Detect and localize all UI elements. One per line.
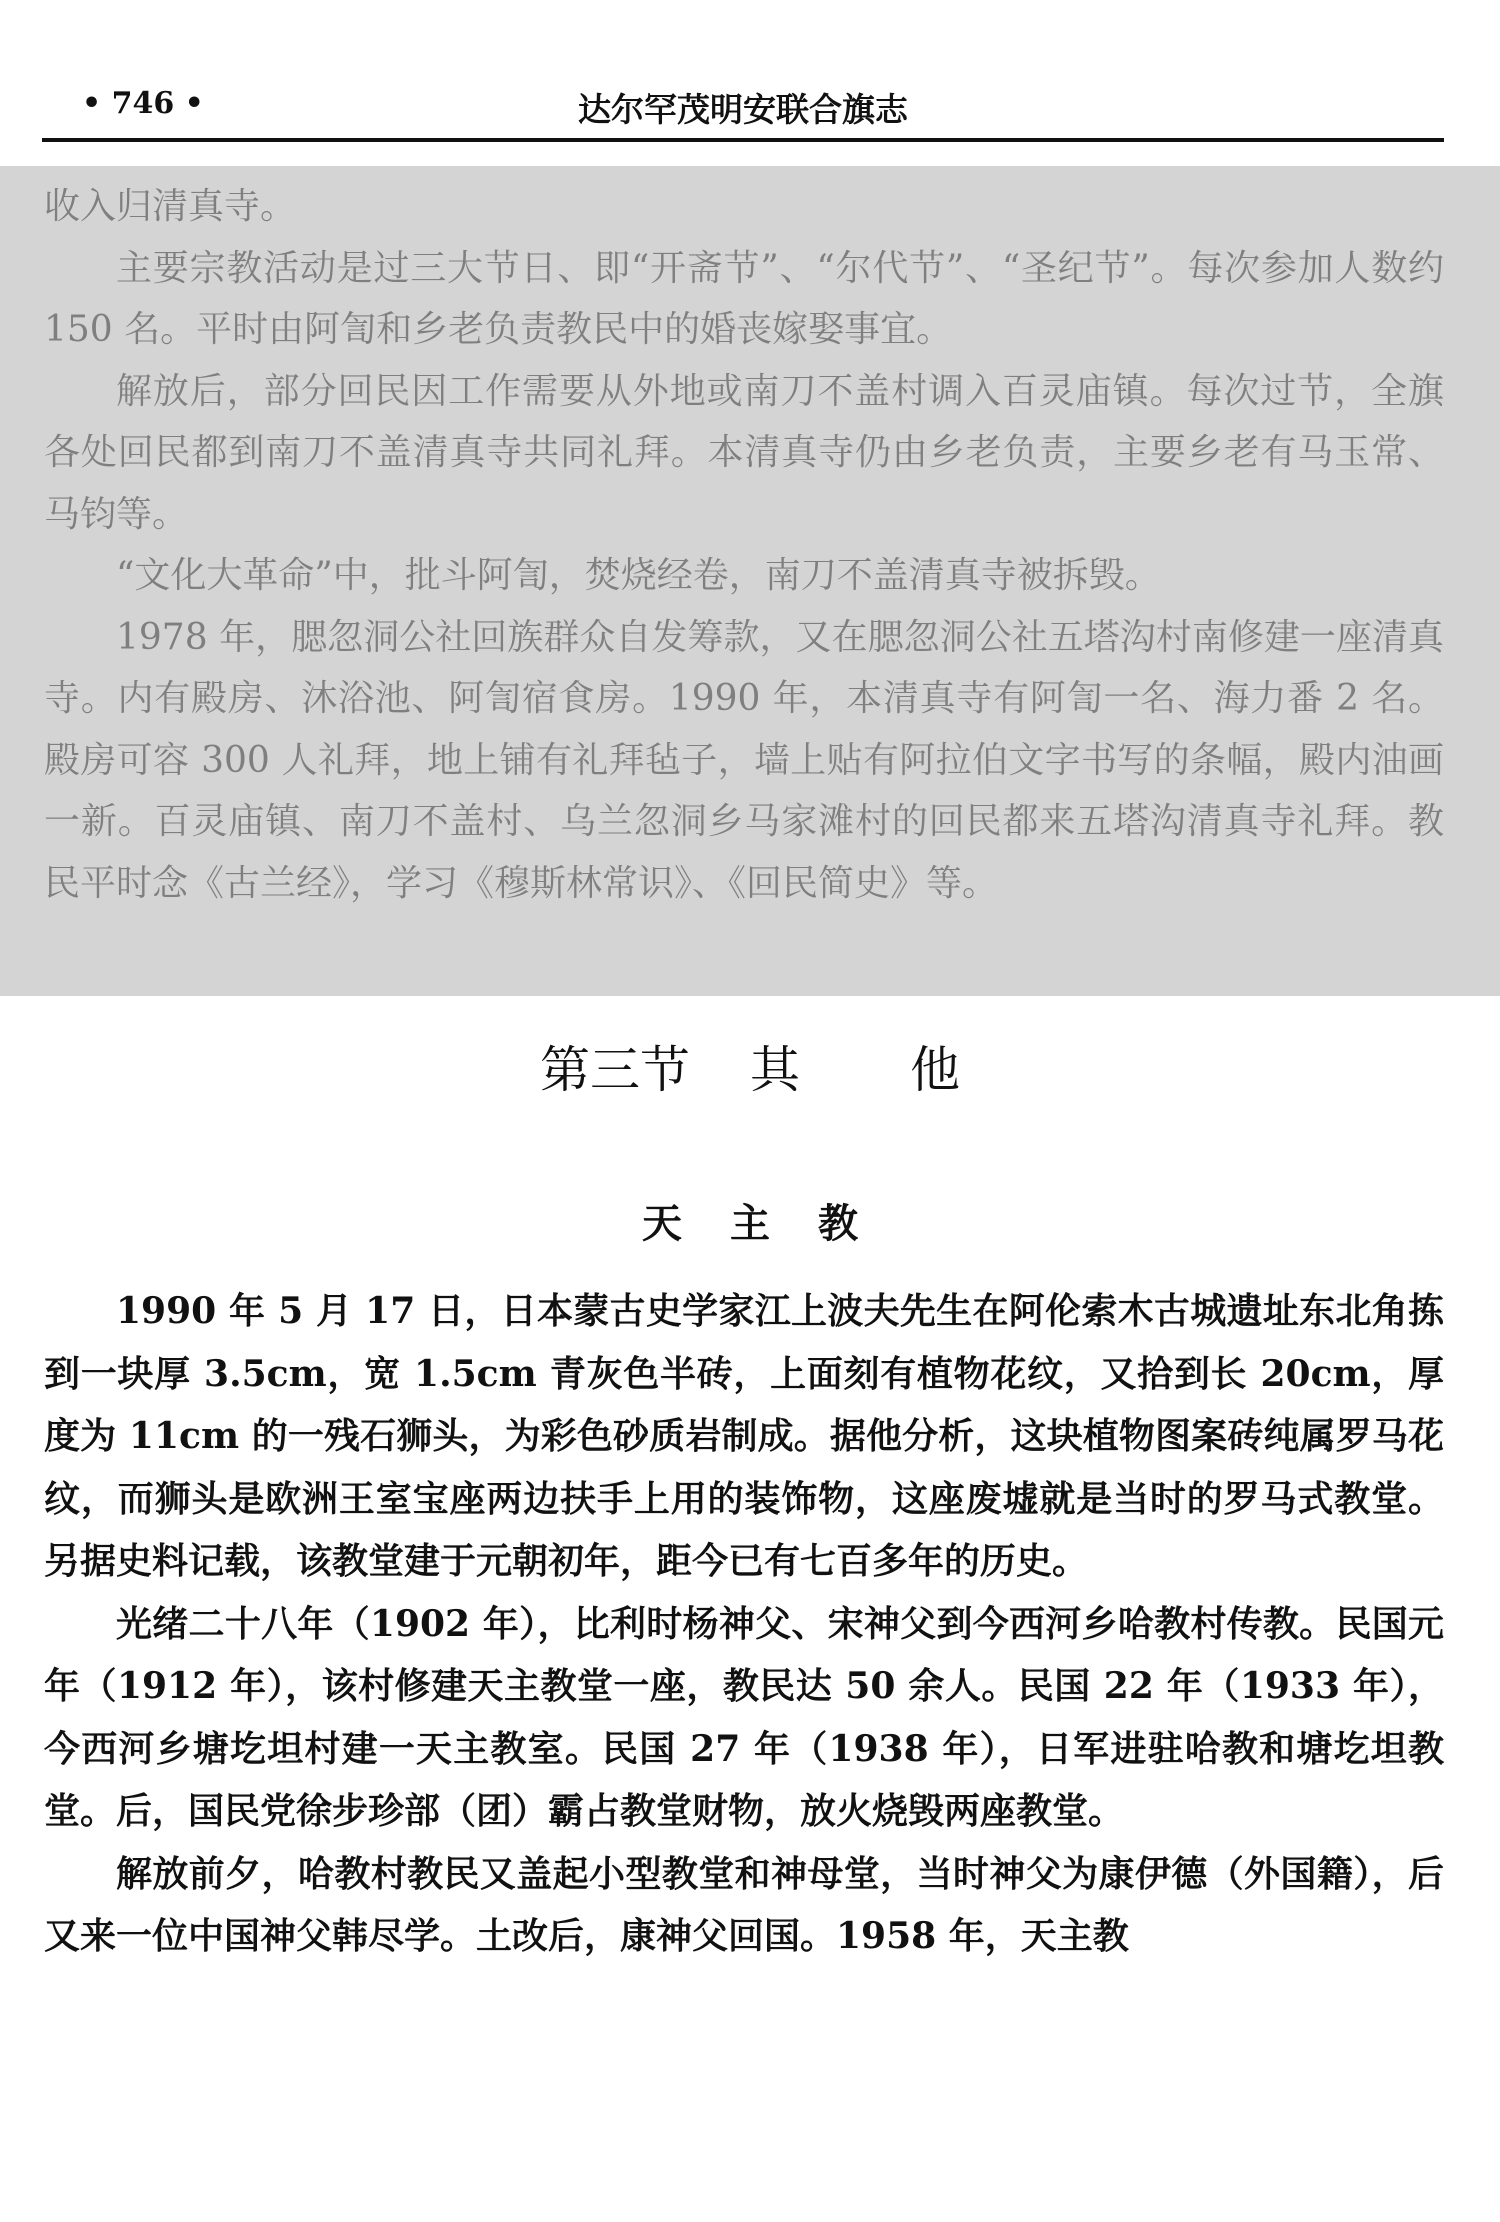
body-text-block [44,1280,1444,1968]
body-paragraph: 解放前夕，哈教村教民又盖起小型教堂和神母堂，当时神父为康伊德（外国籍），后又来一位中国神父韩尽学。土改后，康神父回国。1958 年，天主教 [44,1852,1444,1957]
body-paragraph: 光绪二十八年（1902 年），比利时杨神父、宋神父到今西河乡哈教村传教。民国元年（1912 年），该村修建天主教堂一座，教民达 50 余人。民国 22 年（1933 年），今西河乡塘圪坦村建一天主教室。民国 27 年（1938 年），日军进驻哈教和塘圪坦教堂。后，国民党徐步珍部（团）霸占教堂财物，放火烧毁两座教堂。 [44,1602,1444,1832]
section-title-word-2: 他 [910,1041,960,1099]
page-header [42,82,1444,138]
header-rule [42,138,1444,142]
body-paragraph: 1990 年 5 月 17 日，日本蒙古史学家江上波夫先生在阿伦索木古城遗址东北角拣到一块厚 3.5cm，宽 1.5cm 青灰色半砖，上面刻有植物花纹，又拾到长 20cm，厚度为 11cm 的一残石狮头，为彩色砂质岩制成。据他分析，这块植物图案砖纯属罗马花纹，而狮头是欧洲王室宝座两边扶手上用的装饰物，这座废墟就是当时的罗马式教堂。另据史料记载，该教堂建于元朝初年，距今已有七百多年的历史。 [44,1290,1444,1582]
section-title [0,1030,1500,1102]
shaded-paragraph: 1978 年，腮忽洞公社回族群众自发筹款，又在腮忽洞公社五塔沟村南修建一座清真寺。内有殿房、沐浴池、阿訇宿食房。1990 年，本清真寺有阿訇一名、海力番 2 名。殿房可容 300 人礼拜，地上铺有礼拜毡子，墙上贴有阿拉伯文字书写的条幅，殿内油画一新。百灵庙镇、南刀不盖村、乌兰忽洞乡马家滩村的回民都来五塔沟清真寺礼拜。教民平时念《古兰经》，学习《穆斯林常识》、《回民简史》等。 [44,616,1444,904]
shaded-paragraph: 收入归清真寺。 [44,186,297,227]
shaded-text-block [44,176,1444,914]
shaded-paragraph: “文化大革命”中，批斗阿訇，焚烧经卷，南刀不盖清真寺被拆毁。 [116,555,1161,596]
running-title: 达尔罕茂明安联合旗志 [578,90,908,129]
page-number: • 746 • [82,86,204,121]
section-title-number: 第三节 [540,1041,690,1099]
shaded-paragraph: 解放后，部分回民因工作需要从外地或南刀不盖村调入百灵庙镇。每次过节，全旗各处回民都到南刀不盖清真寺共同礼拜。本清真寺仍由乡老负责，主要乡老有马玉常、马钧等。 [44,370,1444,535]
section-title-word-1: 其 [750,1041,800,1099]
shaded-paragraph: 主要宗教活动是过三大节日、即“开斋节”、“尔代节”、“圣纪节”。每次参加人数约 150 名。平时由阿訇和乡老负责教民中的婚丧嫁娶事宜。 [44,247,1444,350]
subsection-title: 天主教 [642,1201,906,1247]
